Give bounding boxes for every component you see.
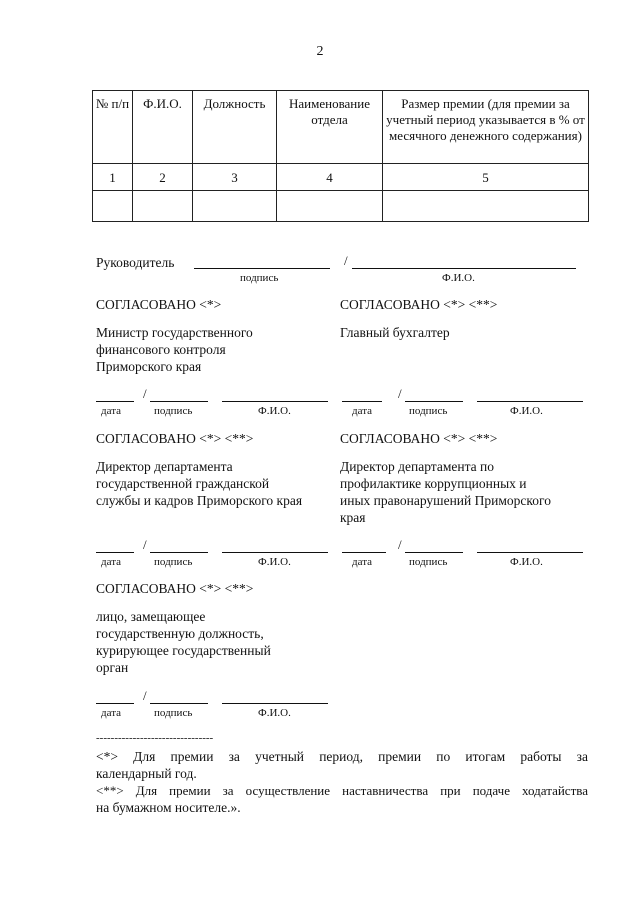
header-cell: № п/п <box>93 91 133 164</box>
table-empty-row <box>93 191 589 222</box>
footnote-2-continued: на бумажном носителе.». <box>96 800 241 815</box>
date-caption: дата <box>101 556 122 568</box>
sign-caption: подпись <box>154 556 193 568</box>
date-line[interactable] <box>342 552 386 553</box>
fio-line[interactable] <box>222 703 328 704</box>
position-line: государственную должность, <box>96 626 264 641</box>
position-line: курирующее государственный <box>96 643 271 658</box>
signature-line[interactable] <box>150 401 208 402</box>
head-sign-caption: подпись <box>240 272 279 284</box>
position-line: Приморского края <box>96 359 202 374</box>
date-caption: дата <box>101 707 122 719</box>
head-signature-line[interactable] <box>194 268 330 269</box>
number-cell: 3 <box>193 164 277 191</box>
fio-line[interactable] <box>477 552 583 553</box>
sign-caption: подпись <box>409 556 448 568</box>
header-cell: Должность <box>193 91 277 164</box>
position-line: иных правонарушений Приморского <box>340 493 551 508</box>
slash: / <box>398 386 402 401</box>
slash: / <box>143 386 147 401</box>
sign-caption: подпись <box>409 405 448 417</box>
empty-cell[interactable] <box>193 191 277 222</box>
position-line: службы и кадров Приморского края <box>96 493 303 508</box>
approval-heading: СОГЛАСОВАНО <*> <**> <box>340 297 498 312</box>
header-cell: Ф.И.О. <box>133 91 193 164</box>
footnote-separator: -------------------------------- <box>96 732 214 744</box>
date-caption: дата <box>352 405 373 417</box>
number-cell: 5 <box>383 164 589 191</box>
slash: / <box>143 688 147 703</box>
signature-line[interactable] <box>150 552 208 553</box>
position-line: края <box>340 510 366 525</box>
fio-caption: Ф.И.О. <box>258 707 291 719</box>
fio-line[interactable] <box>222 401 328 402</box>
page-number: 2 <box>316 44 324 59</box>
date-caption: дата <box>101 405 122 417</box>
fio-caption: Ф.И.О. <box>258 405 291 417</box>
number-cell: 1 <box>93 164 133 191</box>
date-line[interactable] <box>96 703 134 704</box>
footnote-2: <**> Для премии за осуществление наставничества при подаче ходатайства <box>96 783 588 798</box>
position-line: Министр государственного <box>96 325 253 340</box>
date-line[interactable] <box>96 552 134 553</box>
empty-cell[interactable] <box>277 191 383 222</box>
signature-line[interactable] <box>405 401 463 402</box>
fio-line[interactable] <box>222 552 328 553</box>
approval-heading: СОГЛАСОВАНО <*> <**> <box>340 431 498 446</box>
date-caption: дата <box>352 556 373 568</box>
signature-line[interactable] <box>150 703 208 704</box>
position-line: финансового контроля <box>96 342 226 357</box>
empty-cell[interactable] <box>383 191 589 222</box>
sign-caption: подпись <box>154 405 193 417</box>
position-line: Директор департамента по <box>340 459 495 474</box>
position-line: профилактике коррупционных и <box>340 476 527 491</box>
table-header-row <box>93 91 589 164</box>
footnote-1: <*> Для премии за учетный период, премии по итогам работы за <box>96 749 588 764</box>
slash: / <box>344 253 348 268</box>
position-line: орган <box>96 660 129 675</box>
table-number-row <box>93 164 589 191</box>
approval-heading: СОГЛАСОВАНО <*> <**> <box>96 581 254 596</box>
position-line: государственной гражданской <box>96 476 270 491</box>
date-line[interactable] <box>96 401 134 402</box>
head-fio-line[interactable] <box>352 268 576 269</box>
position-line: Главный бухгалтер <box>340 325 450 340</box>
fio-caption: Ф.И.О. <box>258 556 291 568</box>
fio-caption: Ф.И.О. <box>510 405 543 417</box>
approval-heading: СОГЛАСОВАНО <*> <**> <box>96 431 254 446</box>
head-fio-caption: Ф.И.О. <box>442 272 475 284</box>
position-line: Директор департамента <box>96 459 233 474</box>
position-line: лицо, замещающее <box>96 609 206 624</box>
sign-caption: подпись <box>154 707 193 719</box>
footnote-1-continued: календарный год. <box>96 766 197 781</box>
empty-cell[interactable] <box>133 191 193 222</box>
empty-cell[interactable] <box>93 191 133 222</box>
fio-caption: Ф.И.О. <box>510 556 543 568</box>
header-cell: Размер премии (для премии за учетный период указывается в % от месячного денежного содержания) <box>383 91 589 164</box>
approval-heading: СОГЛАСОВАНО <*> <box>96 297 222 312</box>
number-cell: 2 <box>133 164 193 191</box>
bonus-table <box>92 90 589 222</box>
date-line[interactable] <box>342 401 382 402</box>
header-cell: Наименование отдела <box>277 91 383 164</box>
slash: / <box>398 537 402 552</box>
slash: / <box>143 537 147 552</box>
fio-line[interactable] <box>477 401 583 402</box>
signature-line[interactable] <box>405 552 463 553</box>
number-cell: 4 <box>277 164 383 191</box>
head-label: Руководитель <box>96 255 175 270</box>
